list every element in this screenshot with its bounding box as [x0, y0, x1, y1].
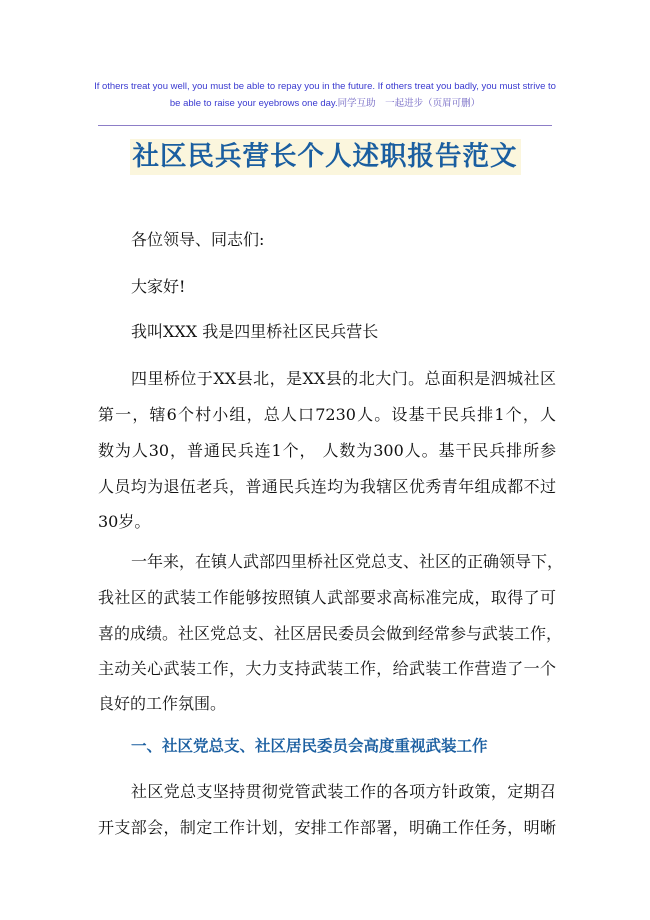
paragraph-line: 30岁。 — [98, 512, 151, 531]
document-title: 社区民兵营长个人述职报告范文 — [130, 139, 521, 175]
self-introduction: 我叫XXX 我是四里桥社区民兵营长 — [131, 322, 379, 341]
paragraph-line: 社区党总支坚持贯彻党管武装工作的各项方针政策，定期召 — [131, 782, 556, 801]
header-divider — [98, 125, 552, 126]
section-heading: 一、社区党总支、社区居民委员会高度重视武装工作 — [131, 737, 488, 755]
greeting: 大家好! — [131, 277, 186, 296]
paragraph-line: 我社区的武装工作能够按照镇人武部要求高标准完成，取得了可 — [98, 588, 556, 607]
header-quote-en: be able to raise your eyebrows one day. — [169, 98, 338, 109]
title-wrap — [0, 139, 650, 175]
paragraph-line: 一年来，在镇人武部四里桥社区党总支、社区的正确领导下， — [131, 552, 564, 571]
paragraph-line: 第一，辖6个村小组，总人口7230人。设基干民兵排1个，人 — [98, 405, 556, 424]
paragraph-line: 数为人30，普通民兵连1个， 人数为300人。基干民兵排所参 — [98, 441, 556, 460]
header-motto: 同学互助 一起进步（页眉可删） — [337, 98, 481, 109]
paragraph-line: 人员均为退伍老兵，普通民兵连均为我辖区优秀青年组成都不过 — [98, 477, 556, 496]
paragraph-line: 开支部会，制定工作计划，安排工作部署，明确工作任务，明晰 — [98, 818, 556, 837]
paragraph-line: 四里桥位于XX县北，是XX县的北大门。总面积是泗城社区 — [131, 369, 556, 388]
paragraph-line: 主动关心武装工作，大力支持武装工作，给武装工作营造了一个 — [98, 659, 556, 678]
paragraph-line: 良好的工作氛围。 — [98, 694, 227, 713]
paragraph-line: 喜的成绩。社区党总支、社区居民委员会做到经常参与武装工作， — [98, 624, 563, 643]
salutation: 各位领导、同志们: — [131, 230, 265, 249]
header-quote-line-1: If others treat you well, you must be able to repay you in the future. If others treat you badly, you must strive to — [94, 81, 556, 92]
page-header — [60, 78, 590, 112]
header-quote-line-2 — [60, 95, 590, 112]
